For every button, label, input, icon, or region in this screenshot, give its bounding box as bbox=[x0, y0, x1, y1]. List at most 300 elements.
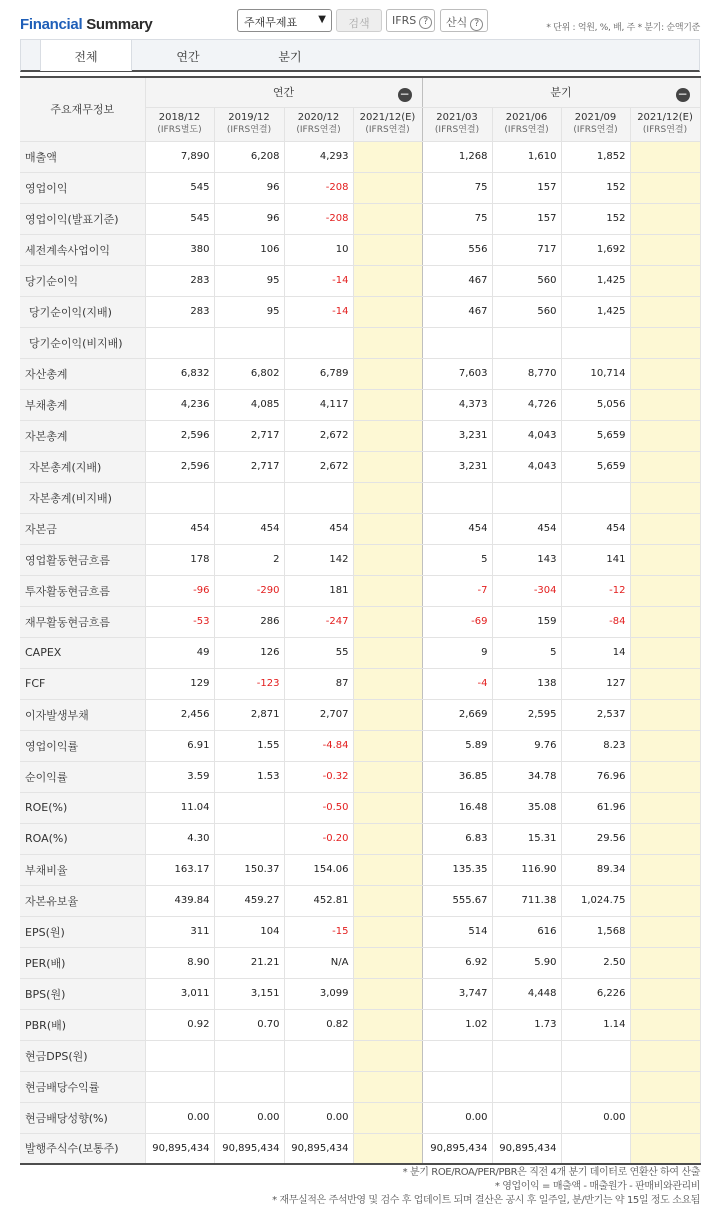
table-cell bbox=[492, 327, 561, 358]
table-cell: 3,011 bbox=[145, 978, 214, 1009]
table-cell: 555.67 bbox=[422, 885, 492, 916]
row-label: 당기순이익 bbox=[20, 265, 145, 296]
table-cell: 9.76 bbox=[492, 730, 561, 761]
formula-help-button[interactable] bbox=[440, 9, 488, 32]
table-row bbox=[20, 358, 700, 389]
table-cell bbox=[422, 1040, 492, 1071]
table-row bbox=[20, 916, 700, 947]
table-cell: -247 bbox=[284, 606, 353, 637]
table-cell bbox=[492, 482, 561, 513]
period-date: 2021/09 bbox=[574, 112, 617, 123]
row-label: 자본총계(비지배) bbox=[20, 482, 145, 513]
table-row bbox=[20, 885, 700, 916]
row-label: 현금DPS(원) bbox=[20, 1040, 145, 1071]
table-cell bbox=[630, 1040, 700, 1071]
collapse-quarter-icon[interactable]: − bbox=[677, 87, 688, 101]
table-cell bbox=[214, 1040, 284, 1071]
table-row bbox=[20, 668, 700, 699]
table-cell: 178 bbox=[145, 544, 214, 575]
corner-header: 주요재무정보 bbox=[20, 77, 145, 141]
table-cell: 96 bbox=[214, 172, 284, 203]
table-cell: 1,268 bbox=[422, 141, 492, 172]
table-cell: 6.83 bbox=[422, 823, 492, 854]
period-header bbox=[630, 107, 700, 141]
table-row bbox=[20, 761, 700, 792]
table-cell: 467 bbox=[422, 265, 492, 296]
table-row bbox=[20, 265, 700, 296]
table-row bbox=[20, 1133, 700, 1164]
table-cell: 36.85 bbox=[422, 761, 492, 792]
table-cell: 106 bbox=[214, 234, 284, 265]
table-cell: 152 bbox=[561, 203, 630, 234]
period-date: 2019/12 bbox=[228, 112, 270, 123]
unit-note: * 단위 : 억원, %, 배, 주 * 분기: 순액기준 bbox=[546, 23, 700, 33]
table-cell bbox=[145, 1040, 214, 1071]
footnotes bbox=[272, 1166, 700, 1208]
title-financial: Financial bbox=[20, 16, 83, 33]
table-cell bbox=[630, 730, 700, 761]
table-cell: 34.78 bbox=[492, 761, 561, 792]
table-cell: 87 bbox=[284, 668, 353, 699]
table-cell: 1.53 bbox=[214, 761, 284, 792]
table-cell: 2,456 bbox=[145, 699, 214, 730]
tab-annual[interactable]: 연간 bbox=[176, 50, 200, 64]
row-label: 영업이익(발표기준) bbox=[20, 203, 145, 234]
table-cell: 157 bbox=[492, 172, 561, 203]
table-row bbox=[20, 389, 700, 420]
table-cell: 1.14 bbox=[561, 1009, 630, 1040]
table-cell: 283 bbox=[145, 265, 214, 296]
table-cell: 1.73 bbox=[492, 1009, 561, 1040]
table-row bbox=[20, 854, 700, 885]
row-label: 부채비율 bbox=[20, 854, 145, 885]
table-cell bbox=[353, 544, 422, 575]
row-label: PBR(배) bbox=[20, 1009, 145, 1040]
quarter-group-label: 분기 bbox=[550, 86, 572, 100]
row-label: CAPEX bbox=[20, 637, 145, 668]
period-date: 2018/12 bbox=[158, 112, 201, 123]
table-cell bbox=[353, 141, 422, 172]
table-cell: 1,568 bbox=[561, 916, 630, 947]
table-cell: -7 bbox=[422, 575, 492, 606]
table-cell: 311 bbox=[145, 916, 214, 947]
table-row bbox=[20, 451, 700, 482]
row-label: EPS(원) bbox=[20, 916, 145, 947]
table-cell: 514 bbox=[422, 916, 492, 947]
table-cell: 283 bbox=[145, 296, 214, 327]
period-header bbox=[422, 107, 492, 141]
table-cell: 14 bbox=[561, 637, 630, 668]
table-cell: 2,596 bbox=[145, 420, 214, 451]
table-cell: 560 bbox=[492, 296, 561, 327]
table-cell bbox=[353, 234, 422, 265]
table-cell bbox=[353, 854, 422, 885]
table-cell bbox=[353, 730, 422, 761]
row-label: FCF bbox=[20, 668, 145, 699]
table-cell bbox=[561, 1071, 630, 1102]
period-header bbox=[145, 107, 214, 141]
table-cell bbox=[353, 823, 422, 854]
table-cell: 126 bbox=[214, 637, 284, 668]
table-cell bbox=[561, 1040, 630, 1071]
table-cell: 4,085 bbox=[214, 389, 284, 420]
financial-summary-table bbox=[20, 76, 701, 1165]
table-cell: 2 bbox=[214, 544, 284, 575]
table-cell: 560 bbox=[492, 265, 561, 296]
table-cell bbox=[214, 823, 284, 854]
table-cell bbox=[422, 482, 492, 513]
table-cell bbox=[630, 761, 700, 792]
table-cell bbox=[630, 420, 700, 451]
table-cell: 75 bbox=[422, 172, 492, 203]
question-icon: ? bbox=[419, 16, 432, 29]
table-cell: 8.23 bbox=[561, 730, 630, 761]
tab-quarter[interactable]: 분기 bbox=[278, 50, 302, 64]
row-label: 순이익률 bbox=[20, 761, 145, 792]
table-cell: 163.17 bbox=[145, 854, 214, 885]
table-cell: 4.30 bbox=[145, 823, 214, 854]
table-cell: 3,151 bbox=[214, 978, 284, 1009]
tab-all[interactable]: 전체 bbox=[40, 40, 132, 71]
table-cell bbox=[630, 978, 700, 1009]
table-cell bbox=[630, 947, 700, 978]
table-cell: 138 bbox=[492, 668, 561, 699]
row-label: 세전계속사업이익 bbox=[20, 234, 145, 265]
table-cell bbox=[630, 482, 700, 513]
table-cell: 2,672 bbox=[284, 420, 353, 451]
table-row bbox=[20, 172, 700, 203]
table-cell bbox=[353, 203, 422, 234]
table-cell: 2,871 bbox=[214, 699, 284, 730]
table-cell: -0.20 bbox=[284, 823, 353, 854]
period-date: 2021/03 bbox=[436, 112, 478, 123]
table-cell: 380 bbox=[145, 234, 214, 265]
table-cell: 76.96 bbox=[561, 761, 630, 792]
ifrs-help-button[interactable] bbox=[386, 9, 435, 32]
table-cell: 5.90 bbox=[492, 947, 561, 978]
table-cell: 0.92 bbox=[145, 1009, 214, 1040]
table-cell bbox=[353, 327, 422, 358]
table-cell: 89.34 bbox=[561, 854, 630, 885]
table-cell bbox=[145, 1071, 214, 1102]
period-header bbox=[284, 107, 353, 141]
table-cell: 1,425 bbox=[561, 296, 630, 327]
table-cell bbox=[630, 1009, 700, 1040]
table-cell: -84 bbox=[561, 606, 630, 637]
table-cell bbox=[353, 916, 422, 947]
table-cell bbox=[284, 1040, 353, 1071]
table-cell: 4,293 bbox=[284, 141, 353, 172]
table-cell bbox=[353, 513, 422, 544]
table-row bbox=[20, 730, 700, 761]
table-cell: 6,789 bbox=[284, 358, 353, 389]
table-cell: 10,714 bbox=[561, 358, 630, 389]
table-cell bbox=[353, 358, 422, 389]
table-cell: 95 bbox=[214, 296, 284, 327]
table-cell bbox=[353, 389, 422, 420]
table-cell bbox=[630, 637, 700, 668]
table-cell: -15 bbox=[284, 916, 353, 947]
table-cell bbox=[492, 1071, 561, 1102]
table-cell: 556 bbox=[422, 234, 492, 265]
table-cell bbox=[353, 978, 422, 1009]
table-cell: -69 bbox=[422, 606, 492, 637]
table-cell: 16.48 bbox=[422, 792, 492, 823]
table-row bbox=[20, 482, 700, 513]
table-cell: 0.70 bbox=[214, 1009, 284, 1040]
table-cell: 0.00 bbox=[561, 1102, 630, 1133]
table-cell: 2,672 bbox=[284, 451, 353, 482]
table-cell bbox=[353, 1102, 422, 1133]
table-cell: 90,895,434 bbox=[284, 1133, 353, 1164]
table-cell: 2,595 bbox=[492, 699, 561, 730]
table-cell: 49 bbox=[145, 637, 214, 668]
table-cell: 90,895,434 bbox=[145, 1133, 214, 1164]
row-label: 자본금 bbox=[20, 513, 145, 544]
table-cell: 2,537 bbox=[561, 699, 630, 730]
table-cell: 8.90 bbox=[145, 947, 214, 978]
table-cell: 11.04 bbox=[145, 792, 214, 823]
table-cell: 5,659 bbox=[561, 451, 630, 482]
table-cell bbox=[630, 513, 700, 544]
row-label: PER(배) bbox=[20, 947, 145, 978]
table-cell: 0.00 bbox=[422, 1102, 492, 1133]
table-cell: 616 bbox=[492, 916, 561, 947]
table-cell bbox=[630, 823, 700, 854]
table-cell: 90,895,434 bbox=[214, 1133, 284, 1164]
table-cell bbox=[630, 327, 700, 358]
table-cell: 141 bbox=[561, 544, 630, 575]
footnote: * 분기 ROE/ROA/PER/PBR은 직전 4개 분기 데이터로 연환산 하여 산출 bbox=[402, 1167, 700, 1178]
annual-group-label: 연간 bbox=[272, 86, 295, 100]
table-cell bbox=[630, 234, 700, 265]
table-cell bbox=[214, 1071, 284, 1102]
table-row bbox=[20, 296, 700, 327]
table-cell: -14 bbox=[284, 265, 353, 296]
period-tabs bbox=[20, 39, 700, 72]
table-cell: -208 bbox=[284, 172, 353, 203]
table-cell: 150.37 bbox=[214, 854, 284, 885]
row-label: 영업이익률 bbox=[20, 730, 145, 761]
row-label: 당기순이익(비지배) bbox=[20, 327, 145, 358]
table-cell: 104 bbox=[214, 916, 284, 947]
table-cell bbox=[353, 947, 422, 978]
search-button[interactable]: 검색 bbox=[336, 9, 382, 32]
table-cell: 3.59 bbox=[145, 761, 214, 792]
table-cell: 8,770 bbox=[492, 358, 561, 389]
table-cell: 3,231 bbox=[422, 451, 492, 482]
table-cell: 21.21 bbox=[214, 947, 284, 978]
period-header bbox=[353, 107, 422, 141]
table-cell bbox=[630, 203, 700, 234]
table-cell bbox=[284, 327, 353, 358]
table-cell: 1,692 bbox=[561, 234, 630, 265]
table-cell: 5.89 bbox=[422, 730, 492, 761]
table-cell bbox=[630, 668, 700, 699]
row-label: 영업활동현금흐름 bbox=[20, 544, 145, 575]
table-cell bbox=[630, 1133, 700, 1164]
table-cell: 143 bbox=[492, 544, 561, 575]
table-cell: 6,226 bbox=[561, 978, 630, 1009]
period-standard: (IFRS연결) bbox=[365, 125, 410, 135]
table-cell bbox=[630, 544, 700, 575]
table-cell bbox=[630, 792, 700, 823]
row-label: 자본유보율 bbox=[20, 885, 145, 916]
row-label: 자산총계 bbox=[20, 358, 145, 389]
table-cell: 4,726 bbox=[492, 389, 561, 420]
table-cell: 2,669 bbox=[422, 699, 492, 730]
table-cell: 2.50 bbox=[561, 947, 630, 978]
table-cell: 5 bbox=[422, 544, 492, 575]
table-cell: 127 bbox=[561, 668, 630, 699]
annual-group-header bbox=[145, 77, 422, 107]
table-cell: 545 bbox=[145, 203, 214, 234]
row-label: 매출액 bbox=[20, 141, 145, 172]
table-cell: -53 bbox=[145, 606, 214, 637]
row-label: BPS(원) bbox=[20, 978, 145, 1009]
table-cell bbox=[353, 172, 422, 203]
period-date: 2020/12 bbox=[297, 112, 340, 123]
table-cell: 1,425 bbox=[561, 265, 630, 296]
table-cell: 2,596 bbox=[145, 451, 214, 482]
table-cell: 717 bbox=[492, 234, 561, 265]
table-cell bbox=[422, 1071, 492, 1102]
table-cell: -12 bbox=[561, 575, 630, 606]
table-row bbox=[20, 823, 700, 854]
table-cell: -96 bbox=[145, 575, 214, 606]
table-cell: 135.35 bbox=[422, 854, 492, 885]
row-label: ROE(%) bbox=[20, 792, 145, 823]
table-cell bbox=[630, 265, 700, 296]
table-cell: 454 bbox=[561, 513, 630, 544]
table-cell bbox=[630, 1071, 700, 1102]
table-cell: N/A bbox=[284, 947, 353, 978]
table-cell: -208 bbox=[284, 203, 353, 234]
table-cell bbox=[145, 482, 214, 513]
table-cell: -290 bbox=[214, 575, 284, 606]
table-cell: 96 bbox=[214, 203, 284, 234]
footnote: * 영업이익 = 매출액 - 매출원가 - 판매비와관리비 bbox=[494, 1181, 700, 1192]
ifrs-label: IFRS bbox=[392, 14, 417, 27]
table-cell: 152 bbox=[561, 172, 630, 203]
table-cell: 75 bbox=[422, 203, 492, 234]
table-cell: 439.84 bbox=[145, 885, 214, 916]
table-cell bbox=[353, 575, 422, 606]
table-cell bbox=[353, 1040, 422, 1071]
table-cell bbox=[353, 885, 422, 916]
table-cell: 7,603 bbox=[422, 358, 492, 389]
table-cell bbox=[630, 296, 700, 327]
row-label: 재무활동현금흐름 bbox=[20, 606, 145, 637]
table-row bbox=[20, 420, 700, 451]
table-cell: 5 bbox=[492, 637, 561, 668]
table-cell bbox=[561, 482, 630, 513]
table-cell bbox=[492, 1102, 561, 1133]
table-cell: 35.08 bbox=[492, 792, 561, 823]
table-cell bbox=[353, 606, 422, 637]
table-cell: 7,890 bbox=[145, 141, 214, 172]
collapse-annual-icon[interactable]: − bbox=[399, 87, 410, 101]
table-cell: 4,043 bbox=[492, 420, 561, 451]
table-cell bbox=[353, 699, 422, 730]
table-cell bbox=[630, 358, 700, 389]
table-row bbox=[20, 1040, 700, 1071]
table-cell bbox=[353, 482, 422, 513]
table-row bbox=[20, 947, 700, 978]
period-standard: (IFRS연결) bbox=[642, 125, 688, 135]
table-cell: 1,610 bbox=[492, 141, 561, 172]
footnote: * 재무실적은 주석반영 및 검수 후 업데이트 되며 결산은 공시 후 일주일, 분/반기는 약 15일 정도 소요됨 bbox=[272, 1195, 700, 1206]
table-cell: 459.27 bbox=[214, 885, 284, 916]
table-cell bbox=[353, 637, 422, 668]
table-cell: -4.84 bbox=[284, 730, 353, 761]
period-standard: (IFRS연결) bbox=[226, 125, 272, 135]
table-cell: 454 bbox=[145, 513, 214, 544]
table-cell: 55 bbox=[284, 637, 353, 668]
table-cell: 454 bbox=[422, 513, 492, 544]
statement-select[interactable] bbox=[237, 9, 332, 32]
statement-select-value: 주재무제표 bbox=[244, 16, 298, 29]
table-cell: 6,208 bbox=[214, 141, 284, 172]
table-cell: 545 bbox=[145, 172, 214, 203]
table-row bbox=[20, 327, 700, 358]
table-cell: 116.90 bbox=[492, 854, 561, 885]
table-cell: 1.55 bbox=[214, 730, 284, 761]
table-cell bbox=[214, 327, 284, 358]
table-cell: 1,024.75 bbox=[561, 885, 630, 916]
table-cell bbox=[353, 668, 422, 699]
table-cell bbox=[145, 327, 214, 358]
row-label: 부채총계 bbox=[20, 389, 145, 420]
table-cell: 90,895,434 bbox=[492, 1133, 561, 1164]
table-cell bbox=[353, 1133, 422, 1164]
table-cell bbox=[630, 575, 700, 606]
row-label: ROA(%) bbox=[20, 823, 145, 854]
table-cell: 129 bbox=[145, 668, 214, 699]
table-cell: 454 bbox=[492, 513, 561, 544]
table-row bbox=[20, 637, 700, 668]
table-cell: 90,895,434 bbox=[422, 1133, 492, 1164]
table-cell: 95 bbox=[214, 265, 284, 296]
table-cell bbox=[353, 420, 422, 451]
table-cell: 2,707 bbox=[284, 699, 353, 730]
table-cell bbox=[630, 916, 700, 947]
table-cell: 454 bbox=[214, 513, 284, 544]
table-cell bbox=[284, 1071, 353, 1102]
period-header bbox=[561, 107, 630, 141]
table-cell: 15.31 bbox=[492, 823, 561, 854]
table-row bbox=[20, 978, 700, 1009]
table-row bbox=[20, 544, 700, 575]
table-cell bbox=[630, 451, 700, 482]
table-cell: 157 bbox=[492, 203, 561, 234]
table-cell: 286 bbox=[214, 606, 284, 637]
table-cell bbox=[630, 389, 700, 420]
period-header bbox=[492, 107, 561, 141]
quarter-group-header bbox=[422, 77, 700, 107]
table-cell: -304 bbox=[492, 575, 561, 606]
top-bar bbox=[20, 8, 700, 38]
table-cell: 5,659 bbox=[561, 420, 630, 451]
table-cell bbox=[353, 761, 422, 792]
row-label: 투자활동현금흐름 bbox=[20, 575, 145, 606]
period-header bbox=[214, 107, 284, 141]
table-cell: 0.00 bbox=[145, 1102, 214, 1133]
table-cell: 154.06 bbox=[284, 854, 353, 885]
table-cell: 1,852 bbox=[561, 141, 630, 172]
period-standard: (IFRS별도) bbox=[157, 125, 202, 135]
table-cell bbox=[630, 1102, 700, 1133]
